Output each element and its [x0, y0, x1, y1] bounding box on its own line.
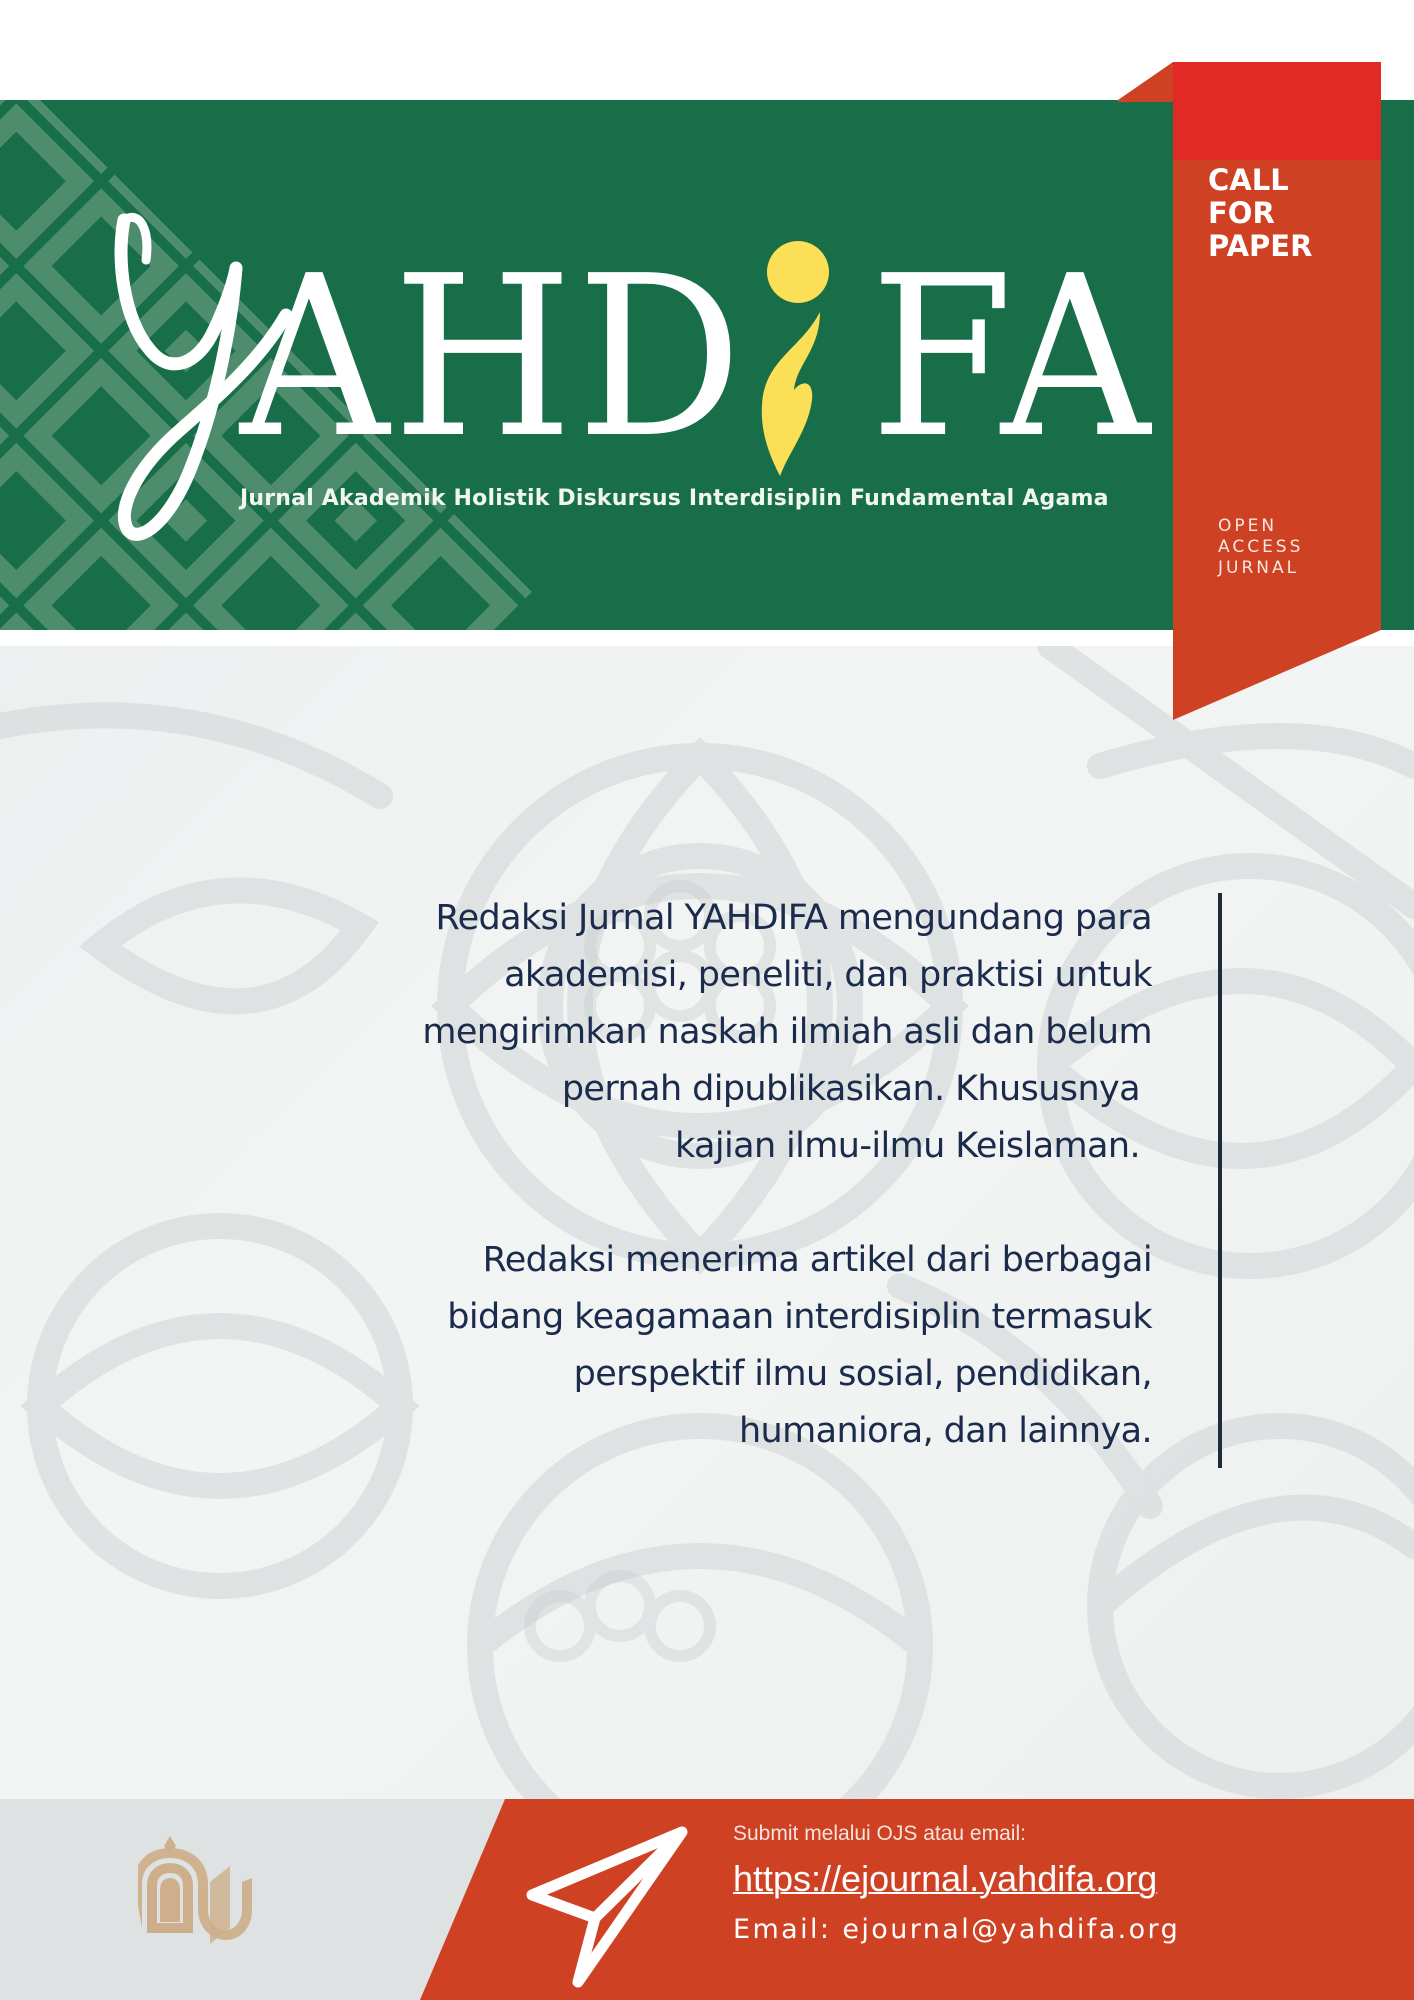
text-line: akademisi, peneliti, dan praktisi untuk: [504, 955, 1152, 995]
text-line: perspektif ilmu sosial, pendidikan,: [573, 1354, 1152, 1394]
logo-text-ahd: AHD: [240, 229, 746, 487]
invitation-text: [200, 890, 1152, 1460]
ojs-link[interactable]: https://ejournal.yahdifa.org: [733, 1858, 1158, 1899]
logo-wordmark-ahd: [240, 229, 746, 487]
vertical-divider: [1218, 893, 1222, 1468]
text-line: bidang keagamaan interdisiplin termasuk: [447, 1297, 1152, 1337]
call-for-paper-ribbon: [1173, 62, 1381, 722]
cfp-line: PAPER: [1208, 229, 1313, 263]
cfp-line: FOR: [1208, 196, 1275, 230]
cfp-line: CALL: [1208, 163, 1289, 197]
text-line: mengirimkan naskah ilmiah asli dan belum: [422, 1012, 1152, 1052]
badge-line: JURNAL: [1218, 558, 1300, 578]
logo-wordmark-fa: [870, 229, 1156, 487]
text-line: kajian ilmu-ilmu Keislaman.: [674, 1126, 1140, 1166]
text-line: Redaksi Jurnal YAHDIFA mengundang para: [435, 898, 1152, 938]
open-access-badge: [1218, 516, 1358, 579]
badge-line: ACCESS: [1218, 537, 1304, 557]
paragraph-invitation: [200, 890, 1152, 1175]
paragraph-scope: [200, 1232, 1152, 1460]
logo-text-fa: FA: [870, 229, 1156, 487]
email-address[interactable]: Email: ejournal@yahdifa.org: [733, 1914, 1181, 1945]
ribbon-fold: [1118, 62, 1178, 102]
text-line: pernah dipublikasikan. Khususnya: [561, 1069, 1140, 1109]
badge-line: OPEN: [1218, 516, 1278, 536]
mosque-book-logo-icon: [138, 1836, 258, 1964]
text-line: Redaksi menerima artikel dari berbagai: [482, 1240, 1152, 1280]
text-line: humaniora, dan lainnya.: [738, 1411, 1152, 1451]
journal-subtitle: Jurnal Akademik Holistik Diskursus Interdisiplin Fundamental Agama: [240, 486, 1109, 511]
submit-label: Submit melalui OJS atau email:: [733, 1822, 1026, 1845]
logo-figure-i-icon: [750, 240, 840, 480]
send-icon: [520, 1822, 692, 1992]
call-for-paper-title: [1208, 164, 1368, 263]
